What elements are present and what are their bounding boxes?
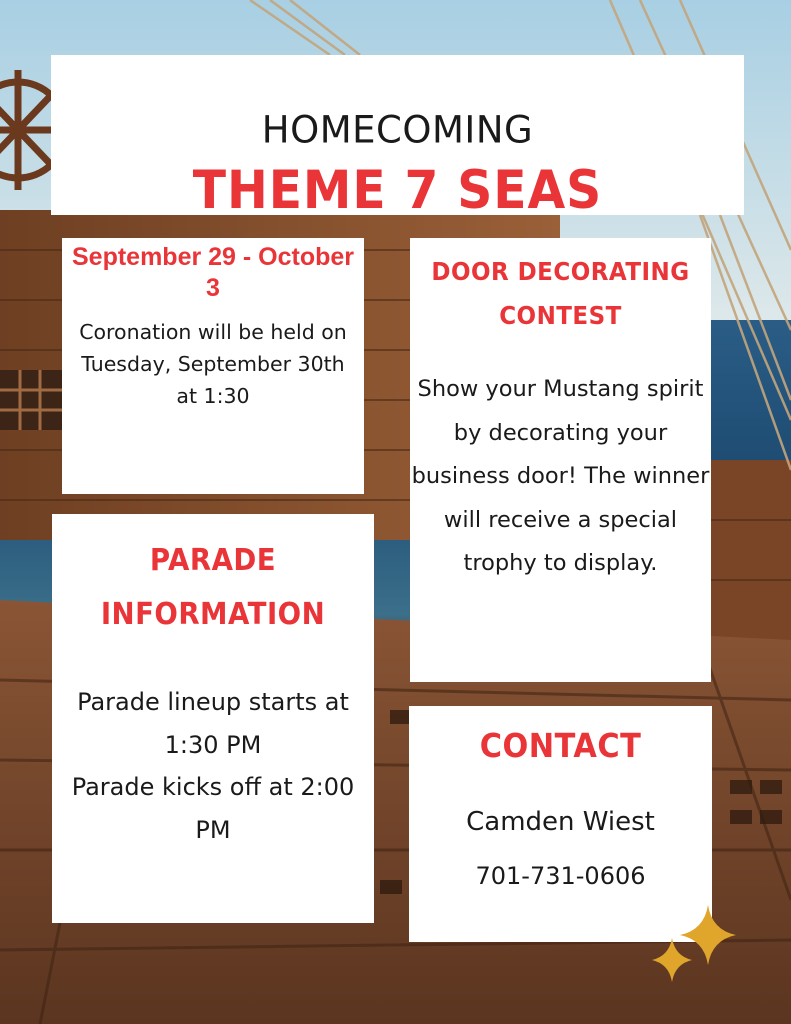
door-contest-heading: DOOR DECORATING CONTEST	[431, 257, 690, 330]
event-dates: September 29 - October 3	[71, 243, 355, 302]
theme-headline: THEME 7 SEAS	[192, 160, 603, 221]
parade-details	[52, 681, 374, 851]
parade-start-time: Parade kicks off at 2:00 PM	[71, 773, 355, 844]
parade-lineup-time: Parade lineup starts at 1:30 PM	[77, 688, 349, 759]
door-contest-description: Show your Mustang spirit by decorating your business door! The winner will receive a special trophy to display.	[411, 376, 710, 576]
homecoming-label: HOMECOMING	[261, 108, 534, 152]
contact-heading: CONTACT	[479, 726, 642, 765]
dates-card	[62, 238, 364, 494]
parade-card	[52, 514, 374, 923]
sparkle-icon	[644, 900, 744, 990]
parade-heading: PARADE INFORMATION	[100, 543, 326, 632]
contact-phone: 701-731-0606	[475, 862, 646, 890]
title-card	[51, 55, 744, 221]
door-contest-card	[410, 238, 711, 682]
coronation-info: Coronation will be held on Tuesday, September 30th at 1:30	[79, 320, 347, 408]
contact-name: Camden Wiest	[466, 807, 655, 837]
